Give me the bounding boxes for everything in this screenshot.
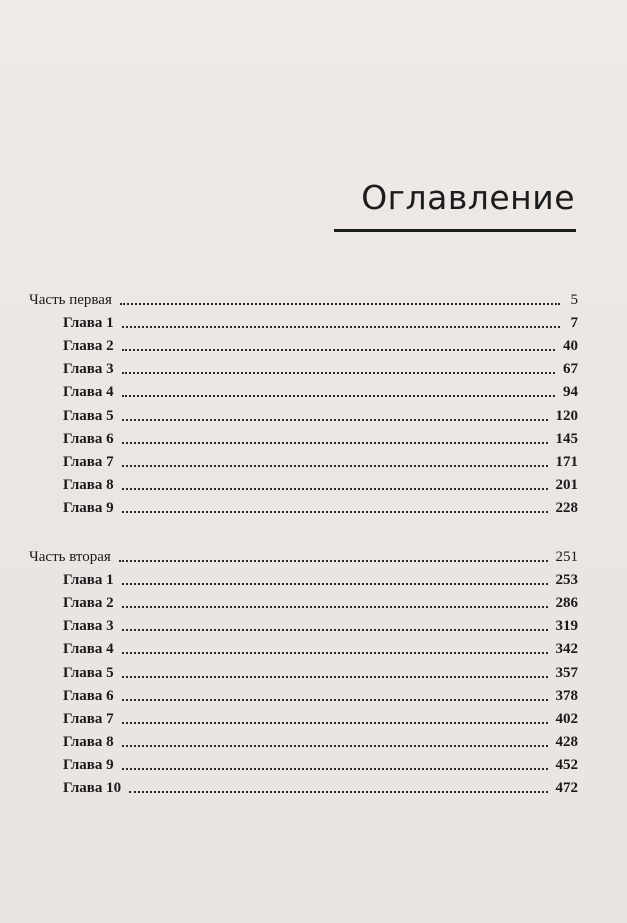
page-number: 7 <box>570 315 578 332</box>
dot-leader <box>122 488 548 490</box>
dot-leader <box>122 745 548 747</box>
dot-leader <box>119 560 548 562</box>
chapter-title: Глава 7 <box>63 710 114 727</box>
part-title: Часть первая <box>29 292 112 308</box>
toc-chapter-row <box>63 426 578 448</box>
dot-leader <box>122 629 548 631</box>
toc-chapter-row <box>63 775 578 797</box>
page-number: 452 <box>555 756 578 773</box>
page-number: 253 <box>555 572 578 589</box>
chapter-title: Глава 9 <box>63 499 114 516</box>
toc-chapter-row <box>63 449 578 471</box>
toc-chapter-row <box>63 333 578 355</box>
page-number: 228 <box>555 499 578 516</box>
page-number: 428 <box>555 733 578 750</box>
page-number: 319 <box>555 618 578 635</box>
chapter-title: Глава 3 <box>63 361 114 378</box>
toc-part-row <box>29 287 578 309</box>
toc-chapter-row <box>63 636 578 658</box>
chapter-title: Глава 8 <box>63 733 114 750</box>
chapter-title: Глава 6 <box>63 687 114 704</box>
chapter-title: Глава 4 <box>63 384 114 401</box>
toc-chapter-row <box>63 752 578 774</box>
toc-chapter-row <box>63 729 578 751</box>
dot-leader <box>122 722 548 724</box>
page-number: 120 <box>555 407 578 424</box>
toc-chapter-row <box>63 683 578 705</box>
dot-leader <box>129 791 547 793</box>
dot-leader <box>122 699 548 701</box>
toc-chapter-row <box>63 567 578 589</box>
page-number: 402 <box>555 710 578 727</box>
page-number: 342 <box>555 641 578 658</box>
page-number: 171 <box>555 453 578 470</box>
dot-leader <box>122 372 555 374</box>
dot-leader <box>122 511 548 513</box>
dot-leader <box>122 768 548 770</box>
toc-heading: Оглавление <box>361 178 575 217</box>
toc-chapter-row <box>63 310 578 332</box>
chapter-title: Глава 1 <box>63 315 114 332</box>
page-number: 67 <box>563 361 578 378</box>
dot-leader <box>120 303 560 305</box>
toc-chapter-row <box>63 356 578 378</box>
chapter-title: Глава 3 <box>63 618 114 635</box>
dot-leader <box>122 442 548 444</box>
page-number: 472 <box>555 780 578 796</box>
dot-leader <box>122 395 555 397</box>
page-number: 201 <box>555 476 578 493</box>
dot-leader <box>122 606 548 608</box>
page-number: 357 <box>555 664 578 681</box>
dot-leader <box>122 326 560 328</box>
page-number: 40 <box>563 338 578 355</box>
page-number: 286 <box>555 595 578 612</box>
dot-leader <box>122 583 548 585</box>
chapter-title: Глава 2 <box>63 595 114 612</box>
chapter-title: Глава 4 <box>63 641 114 658</box>
toc-chapter-row <box>63 472 578 494</box>
part-title: Часть вторая <box>29 549 111 565</box>
chapter-title: Глава 8 <box>63 476 114 493</box>
chapter-title: Глава 6 <box>63 430 114 447</box>
dot-leader <box>122 465 548 467</box>
toc-chapter-row <box>63 590 578 612</box>
chapter-title: Глава 5 <box>63 664 114 681</box>
page-number: 94 <box>563 384 578 401</box>
toc-chapter-row <box>63 613 578 635</box>
toc-part-row <box>29 544 578 566</box>
dot-leader <box>122 676 548 678</box>
chapter-title: Глава 7 <box>63 453 114 470</box>
toc-chapter-row <box>63 403 578 425</box>
chapter-title: Глава 1 <box>63 572 114 589</box>
chapter-title: Глава 9 <box>63 756 114 773</box>
chapter-title: Глава 5 <box>63 407 114 424</box>
page-number: 5 <box>570 292 578 308</box>
page-number: 378 <box>555 687 578 704</box>
chapter-title: Глава 10 <box>63 780 122 796</box>
dot-leader <box>122 419 548 421</box>
dot-leader <box>122 349 555 351</box>
page-number: 251 <box>555 549 578 565</box>
page-number: 145 <box>555 430 578 447</box>
dot-leader <box>122 652 548 654</box>
toc-chapter-row <box>63 706 578 728</box>
toc-chapter-row <box>63 660 578 682</box>
chapter-title: Глава 2 <box>63 338 114 355</box>
heading-underline <box>334 229 576 232</box>
toc-chapter-row <box>63 379 578 401</box>
toc-chapter-row <box>63 495 578 517</box>
